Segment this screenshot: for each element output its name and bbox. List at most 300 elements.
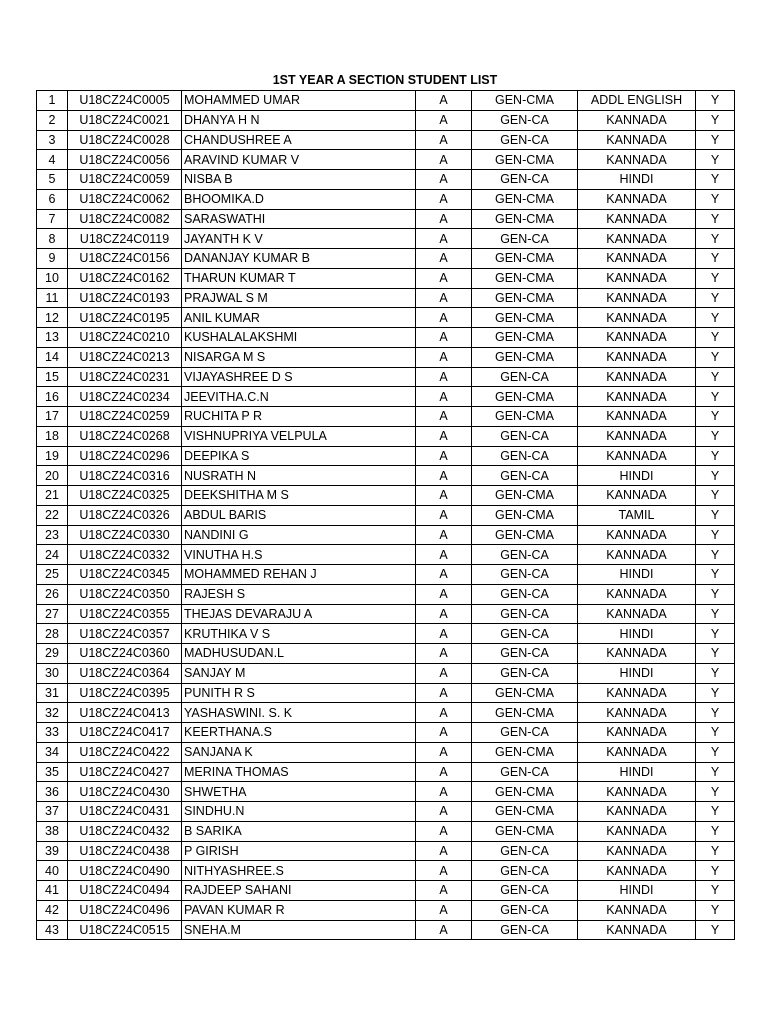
course-cell: GEN-CA: [472, 881, 578, 901]
student-id-cell: U18CZ24C0417: [68, 723, 182, 743]
section-cell: A: [416, 782, 472, 802]
student-name-cell: DANANJAY KUMAR B: [182, 249, 416, 269]
row-number-cell: 25: [37, 565, 68, 585]
student-id-cell: U18CZ24C0355: [68, 604, 182, 624]
student-name-cell: SARASWATHI: [182, 209, 416, 229]
table-row: [37, 150, 735, 170]
student-name-cell: SANJANA K: [182, 742, 416, 762]
row-number-cell: 33: [37, 723, 68, 743]
student-id-cell: U18CZ24C0268: [68, 426, 182, 446]
student-id-cell: U18CZ24C0330: [68, 525, 182, 545]
table-row: [37, 229, 735, 249]
course-cell: GEN-CMA: [472, 407, 578, 427]
language-cell: KANNADA: [578, 900, 696, 920]
status-flag-cell: Y: [696, 209, 735, 229]
table-row: [37, 446, 735, 466]
section-cell: A: [416, 229, 472, 249]
row-number-cell: 39: [37, 841, 68, 861]
section-cell: A: [416, 189, 472, 209]
student-id-cell: U18CZ24C0005: [68, 91, 182, 111]
student-id-cell: U18CZ24C0430: [68, 782, 182, 802]
student-name-cell: BHOOMIKA.D: [182, 189, 416, 209]
student-id-cell: U18CZ24C0360: [68, 644, 182, 664]
student-name-cell: MOHAMMED UMAR: [182, 91, 416, 111]
section-cell: A: [416, 367, 472, 387]
student-id-cell: U18CZ24C0364: [68, 663, 182, 683]
student-id-cell: U18CZ24C0431: [68, 802, 182, 822]
language-cell: KANNADA: [578, 288, 696, 308]
status-flag-cell: Y: [696, 170, 735, 190]
status-flag-cell: Y: [696, 762, 735, 782]
table-row: [37, 861, 735, 881]
row-number-cell: 6: [37, 189, 68, 209]
section-cell: A: [416, 644, 472, 664]
student-name-cell: VINUTHA H.S: [182, 545, 416, 565]
row-number-cell: 4: [37, 150, 68, 170]
course-cell: GEN-CMA: [472, 802, 578, 822]
status-flag-cell: Y: [696, 861, 735, 881]
table-row: [37, 920, 735, 940]
language-cell: KANNADA: [578, 920, 696, 940]
language-cell: HINDI: [578, 624, 696, 644]
table-row: [37, 91, 735, 111]
language-cell: KANNADA: [578, 486, 696, 506]
course-cell: GEN-CMA: [472, 189, 578, 209]
language-cell: KANNADA: [578, 821, 696, 841]
language-cell: KANNADA: [578, 545, 696, 565]
student-id-cell: U18CZ24C0156: [68, 249, 182, 269]
course-cell: GEN-CMA: [472, 91, 578, 111]
row-number-cell: 18: [37, 426, 68, 446]
table-row: [37, 545, 735, 565]
status-flag-cell: Y: [696, 249, 735, 269]
row-number-cell: 7: [37, 209, 68, 229]
row-number-cell: 11: [37, 288, 68, 308]
language-cell: KANNADA: [578, 387, 696, 407]
table-row: [37, 130, 735, 150]
course-cell: GEN-CMA: [472, 782, 578, 802]
row-number-cell: 12: [37, 308, 68, 328]
status-flag-cell: Y: [696, 229, 735, 249]
section-cell: A: [416, 446, 472, 466]
row-number-cell: 3: [37, 130, 68, 150]
row-number-cell: 21: [37, 486, 68, 506]
table-row: [37, 742, 735, 762]
student-name-cell: CHANDUSHREE A: [182, 130, 416, 150]
row-number-cell: 10: [37, 268, 68, 288]
language-cell: TAMIL: [578, 505, 696, 525]
student-name-cell: KRUTHIKA V S: [182, 624, 416, 644]
course-cell: GEN-CA: [472, 920, 578, 940]
row-number-cell: 23: [37, 525, 68, 545]
student-id-cell: U18CZ24C0119: [68, 229, 182, 249]
status-flag-cell: Y: [696, 663, 735, 683]
student-name-cell: DEEPIKA S: [182, 446, 416, 466]
status-flag-cell: Y: [696, 584, 735, 604]
status-flag-cell: Y: [696, 426, 735, 446]
course-cell: GEN-CMA: [472, 486, 578, 506]
section-cell: A: [416, 604, 472, 624]
status-flag-cell: Y: [696, 466, 735, 486]
language-cell: HINDI: [578, 762, 696, 782]
course-cell: GEN-CMA: [472, 209, 578, 229]
course-cell: GEN-CA: [472, 110, 578, 130]
language-cell: KANNADA: [578, 130, 696, 150]
row-number-cell: 27: [37, 604, 68, 624]
course-cell: GEN-CA: [472, 762, 578, 782]
section-cell: A: [416, 545, 472, 565]
status-flag-cell: Y: [696, 565, 735, 585]
row-number-cell: 15: [37, 367, 68, 387]
language-cell: KANNADA: [578, 723, 696, 743]
student-name-cell: KUSHALALAKSHMI: [182, 328, 416, 348]
language-cell: KANNADA: [578, 110, 696, 130]
table-row: [37, 802, 735, 822]
student-name-cell: PRAJWAL S M: [182, 288, 416, 308]
student-name-cell: JAYANTH K V: [182, 229, 416, 249]
row-number-cell: 40: [37, 861, 68, 881]
section-cell: A: [416, 209, 472, 229]
row-number-cell: 16: [37, 387, 68, 407]
status-flag-cell: Y: [696, 881, 735, 901]
page-title: 1ST YEAR A SECTION STUDENT LIST: [272, 73, 498, 87]
student-name-cell: PAVAN KUMAR R: [182, 900, 416, 920]
language-cell: KANNADA: [578, 742, 696, 762]
section-cell: A: [416, 841, 472, 861]
language-cell: HINDI: [578, 663, 696, 683]
student-name-cell: THEJAS DEVARAJU A: [182, 604, 416, 624]
student-name-cell: NISARGA M S: [182, 347, 416, 367]
course-cell: GEN-CMA: [472, 505, 578, 525]
student-name-cell: RAJESH S: [182, 584, 416, 604]
section-cell: A: [416, 308, 472, 328]
course-cell: GEN-CA: [472, 565, 578, 585]
row-number-cell: 13: [37, 328, 68, 348]
course-cell: GEN-CA: [472, 841, 578, 861]
student-name-cell: P GIRISH: [182, 841, 416, 861]
status-flag-cell: Y: [696, 110, 735, 130]
language-cell: KANNADA: [578, 347, 696, 367]
language-cell: KANNADA: [578, 189, 696, 209]
course-cell: GEN-CMA: [472, 268, 578, 288]
table-row: [37, 525, 735, 545]
table-row: [37, 268, 735, 288]
language-cell: KANNADA: [578, 150, 696, 170]
language-cell: KANNADA: [578, 644, 696, 664]
row-number-cell: 9: [37, 249, 68, 269]
language-cell: KANNADA: [578, 446, 696, 466]
student-id-cell: U18CZ24C0195: [68, 308, 182, 328]
student-id-cell: U18CZ24C0325: [68, 486, 182, 506]
language-cell: KANNADA: [578, 802, 696, 822]
section-cell: A: [416, 249, 472, 269]
row-number-cell: 2: [37, 110, 68, 130]
student-id-cell: U18CZ24C0028: [68, 130, 182, 150]
status-flag-cell: Y: [696, 821, 735, 841]
language-cell: ADDL ENGLISH: [578, 91, 696, 111]
section-cell: A: [416, 130, 472, 150]
table-row: [37, 821, 735, 841]
student-id-cell: U18CZ24C0494: [68, 881, 182, 901]
student-id-cell: U18CZ24C0296: [68, 446, 182, 466]
language-cell: KANNADA: [578, 426, 696, 446]
student-id-cell: U18CZ24C0316: [68, 466, 182, 486]
section-cell: A: [416, 466, 472, 486]
student-name-cell: ANIL KUMAR: [182, 308, 416, 328]
section-cell: A: [416, 91, 472, 111]
table-row: [37, 663, 735, 683]
student-id-cell: U18CZ24C0231: [68, 367, 182, 387]
section-cell: A: [416, 170, 472, 190]
course-cell: GEN-CMA: [472, 150, 578, 170]
section-cell: A: [416, 426, 472, 446]
table-row: [37, 249, 735, 269]
language-cell: KANNADA: [578, 229, 696, 249]
student-id-cell: U18CZ24C0422: [68, 742, 182, 762]
student-name-cell: NITHYASHREE.S: [182, 861, 416, 881]
row-number-cell: 42: [37, 900, 68, 920]
table-row: [37, 624, 735, 644]
course-cell: GEN-CA: [472, 130, 578, 150]
language-cell: KANNADA: [578, 407, 696, 427]
row-number-cell: 35: [37, 762, 68, 782]
course-cell: GEN-CMA: [472, 308, 578, 328]
row-number-cell: 29: [37, 644, 68, 664]
language-cell: HINDI: [578, 466, 696, 486]
student-id-cell: U18CZ24C0490: [68, 861, 182, 881]
status-flag-cell: Y: [696, 189, 735, 209]
student-id-cell: U18CZ24C0193: [68, 288, 182, 308]
student-id-cell: U18CZ24C0056: [68, 150, 182, 170]
section-cell: A: [416, 624, 472, 644]
course-cell: GEN-CA: [472, 446, 578, 466]
student-name-cell: ARAVIND KUMAR V: [182, 150, 416, 170]
table-row: [37, 703, 735, 723]
student-table: [36, 90, 735, 940]
student-name-cell: B SARIKA: [182, 821, 416, 841]
student-name-cell: DHANYA H N: [182, 110, 416, 130]
student-name-cell: THARUN KUMAR T: [182, 268, 416, 288]
student-id-cell: U18CZ24C0345: [68, 565, 182, 585]
status-flag-cell: Y: [696, 91, 735, 111]
student-name-cell: SANJAY M: [182, 663, 416, 683]
student-id-cell: U18CZ24C0413: [68, 703, 182, 723]
section-cell: A: [416, 328, 472, 348]
student-id-cell: U18CZ24C0496: [68, 900, 182, 920]
table-row: [37, 288, 735, 308]
section-cell: A: [416, 821, 472, 841]
table-row: [37, 328, 735, 348]
status-flag-cell: Y: [696, 446, 735, 466]
table-row: [37, 387, 735, 407]
student-id-cell: U18CZ24C0438: [68, 841, 182, 861]
status-flag-cell: Y: [696, 624, 735, 644]
status-flag-cell: Y: [696, 703, 735, 723]
student-id-cell: U18CZ24C0350: [68, 584, 182, 604]
student-name-cell: SHWETHA: [182, 782, 416, 802]
section-cell: A: [416, 920, 472, 940]
language-cell: KANNADA: [578, 683, 696, 703]
table-row: [37, 486, 735, 506]
language-cell: HINDI: [578, 170, 696, 190]
table-row: [37, 308, 735, 328]
table-row: [37, 189, 735, 209]
language-cell: KANNADA: [578, 209, 696, 229]
status-flag-cell: Y: [696, 920, 735, 940]
student-id-cell: U18CZ24C0062: [68, 189, 182, 209]
student-id-cell: U18CZ24C0021: [68, 110, 182, 130]
row-number-cell: 38: [37, 821, 68, 841]
language-cell: KANNADA: [578, 328, 696, 348]
section-cell: A: [416, 150, 472, 170]
student-name-cell: YASHASWINI. S. K: [182, 703, 416, 723]
table-row: [37, 505, 735, 525]
status-flag-cell: Y: [696, 742, 735, 762]
student-name-cell: MOHAMMED REHAN J: [182, 565, 416, 585]
student-name-cell: MADHUSUDAN.L: [182, 644, 416, 664]
section-cell: A: [416, 881, 472, 901]
course-cell: GEN-CMA: [472, 821, 578, 841]
student-id-cell: U18CZ24C0332: [68, 545, 182, 565]
section-cell: A: [416, 723, 472, 743]
student-name-cell: VIJAYASHREE D S: [182, 367, 416, 387]
course-cell: GEN-CA: [472, 545, 578, 565]
section-cell: A: [416, 387, 472, 407]
course-cell: GEN-CMA: [472, 742, 578, 762]
table-row: [37, 683, 735, 703]
status-flag-cell: Y: [696, 525, 735, 545]
section-cell: A: [416, 861, 472, 881]
course-cell: GEN-CA: [472, 644, 578, 664]
table-row: [37, 407, 735, 427]
course-cell: GEN-CMA: [472, 683, 578, 703]
language-cell: KANNADA: [578, 584, 696, 604]
section-cell: A: [416, 288, 472, 308]
student-name-cell: ABDUL BARIS: [182, 505, 416, 525]
student-id-cell: U18CZ24C0234: [68, 387, 182, 407]
student-name-cell: SINDHU.N: [182, 802, 416, 822]
section-cell: A: [416, 762, 472, 782]
course-cell: GEN-CA: [472, 861, 578, 881]
course-cell: GEN-CA: [472, 367, 578, 387]
section-cell: A: [416, 703, 472, 723]
status-flag-cell: Y: [696, 644, 735, 664]
section-cell: A: [416, 565, 472, 585]
student-id-cell: U18CZ24C0515: [68, 920, 182, 940]
row-number-cell: 19: [37, 446, 68, 466]
course-cell: GEN-CMA: [472, 328, 578, 348]
language-cell: KANNADA: [578, 841, 696, 861]
status-flag-cell: Y: [696, 387, 735, 407]
course-cell: GEN-CA: [472, 466, 578, 486]
section-cell: A: [416, 407, 472, 427]
status-flag-cell: Y: [696, 308, 735, 328]
status-flag-cell: Y: [696, 782, 735, 802]
status-flag-cell: Y: [696, 407, 735, 427]
student-id-cell: U18CZ24C0213: [68, 347, 182, 367]
table-row: [37, 565, 735, 585]
language-cell: KANNADA: [578, 308, 696, 328]
status-flag-cell: Y: [696, 268, 735, 288]
student-id-cell: U18CZ24C0432: [68, 821, 182, 841]
student-name-cell: RAJDEEP SAHANI: [182, 881, 416, 901]
student-id-cell: U18CZ24C0059: [68, 170, 182, 190]
table-row: [37, 644, 735, 664]
student-table-body: [37, 91, 735, 940]
status-flag-cell: Y: [696, 604, 735, 624]
section-cell: A: [416, 584, 472, 604]
status-flag-cell: Y: [696, 505, 735, 525]
section-cell: A: [416, 486, 472, 506]
section-cell: A: [416, 742, 472, 762]
language-cell: HINDI: [578, 565, 696, 585]
row-number-cell: 37: [37, 802, 68, 822]
course-cell: GEN-CA: [472, 426, 578, 446]
row-number-cell: 36: [37, 782, 68, 802]
language-cell: KANNADA: [578, 703, 696, 723]
course-cell: GEN-CA: [472, 663, 578, 683]
table-row: [37, 723, 735, 743]
row-number-cell: 41: [37, 881, 68, 901]
language-cell: KANNADA: [578, 249, 696, 269]
status-flag-cell: Y: [696, 486, 735, 506]
student-name-cell: PUNITH R S: [182, 683, 416, 703]
table-row: [37, 881, 735, 901]
status-flag-cell: Y: [696, 900, 735, 920]
student-name-cell: NUSRATH N: [182, 466, 416, 486]
status-flag-cell: Y: [696, 130, 735, 150]
course-cell: GEN-CA: [472, 723, 578, 743]
section-cell: A: [416, 505, 472, 525]
section-cell: A: [416, 525, 472, 545]
language-cell: KANNADA: [578, 268, 696, 288]
row-number-cell: 1: [37, 91, 68, 111]
language-cell: KANNADA: [578, 604, 696, 624]
section-cell: A: [416, 683, 472, 703]
table-row: [37, 209, 735, 229]
row-number-cell: 28: [37, 624, 68, 644]
row-number-cell: 43: [37, 920, 68, 940]
language-cell: KANNADA: [578, 525, 696, 545]
course-cell: GEN-CA: [472, 584, 578, 604]
table-row: [37, 900, 735, 920]
student-name-cell: RUCHITA P R: [182, 407, 416, 427]
table-row: [37, 762, 735, 782]
status-flag-cell: Y: [696, 683, 735, 703]
status-flag-cell: Y: [696, 841, 735, 861]
student-id-cell: U18CZ24C0162: [68, 268, 182, 288]
status-flag-cell: Y: [696, 802, 735, 822]
student-id-cell: U18CZ24C0082: [68, 209, 182, 229]
table-row: [37, 110, 735, 130]
row-number-cell: 22: [37, 505, 68, 525]
course-cell: GEN-CA: [472, 900, 578, 920]
status-flag-cell: Y: [696, 723, 735, 743]
course-cell: GEN-CMA: [472, 703, 578, 723]
status-flag-cell: Y: [696, 545, 735, 565]
course-cell: GEN-CA: [472, 624, 578, 644]
row-number-cell: 30: [37, 663, 68, 683]
course-cell: GEN-CA: [472, 170, 578, 190]
status-flag-cell: Y: [696, 288, 735, 308]
language-cell: HINDI: [578, 881, 696, 901]
language-cell: KANNADA: [578, 782, 696, 802]
student-name-cell: KEERTHANA.S: [182, 723, 416, 743]
row-number-cell: 5: [37, 170, 68, 190]
table-row: [37, 584, 735, 604]
row-number-cell: 31: [37, 683, 68, 703]
course-cell: GEN-CMA: [472, 288, 578, 308]
